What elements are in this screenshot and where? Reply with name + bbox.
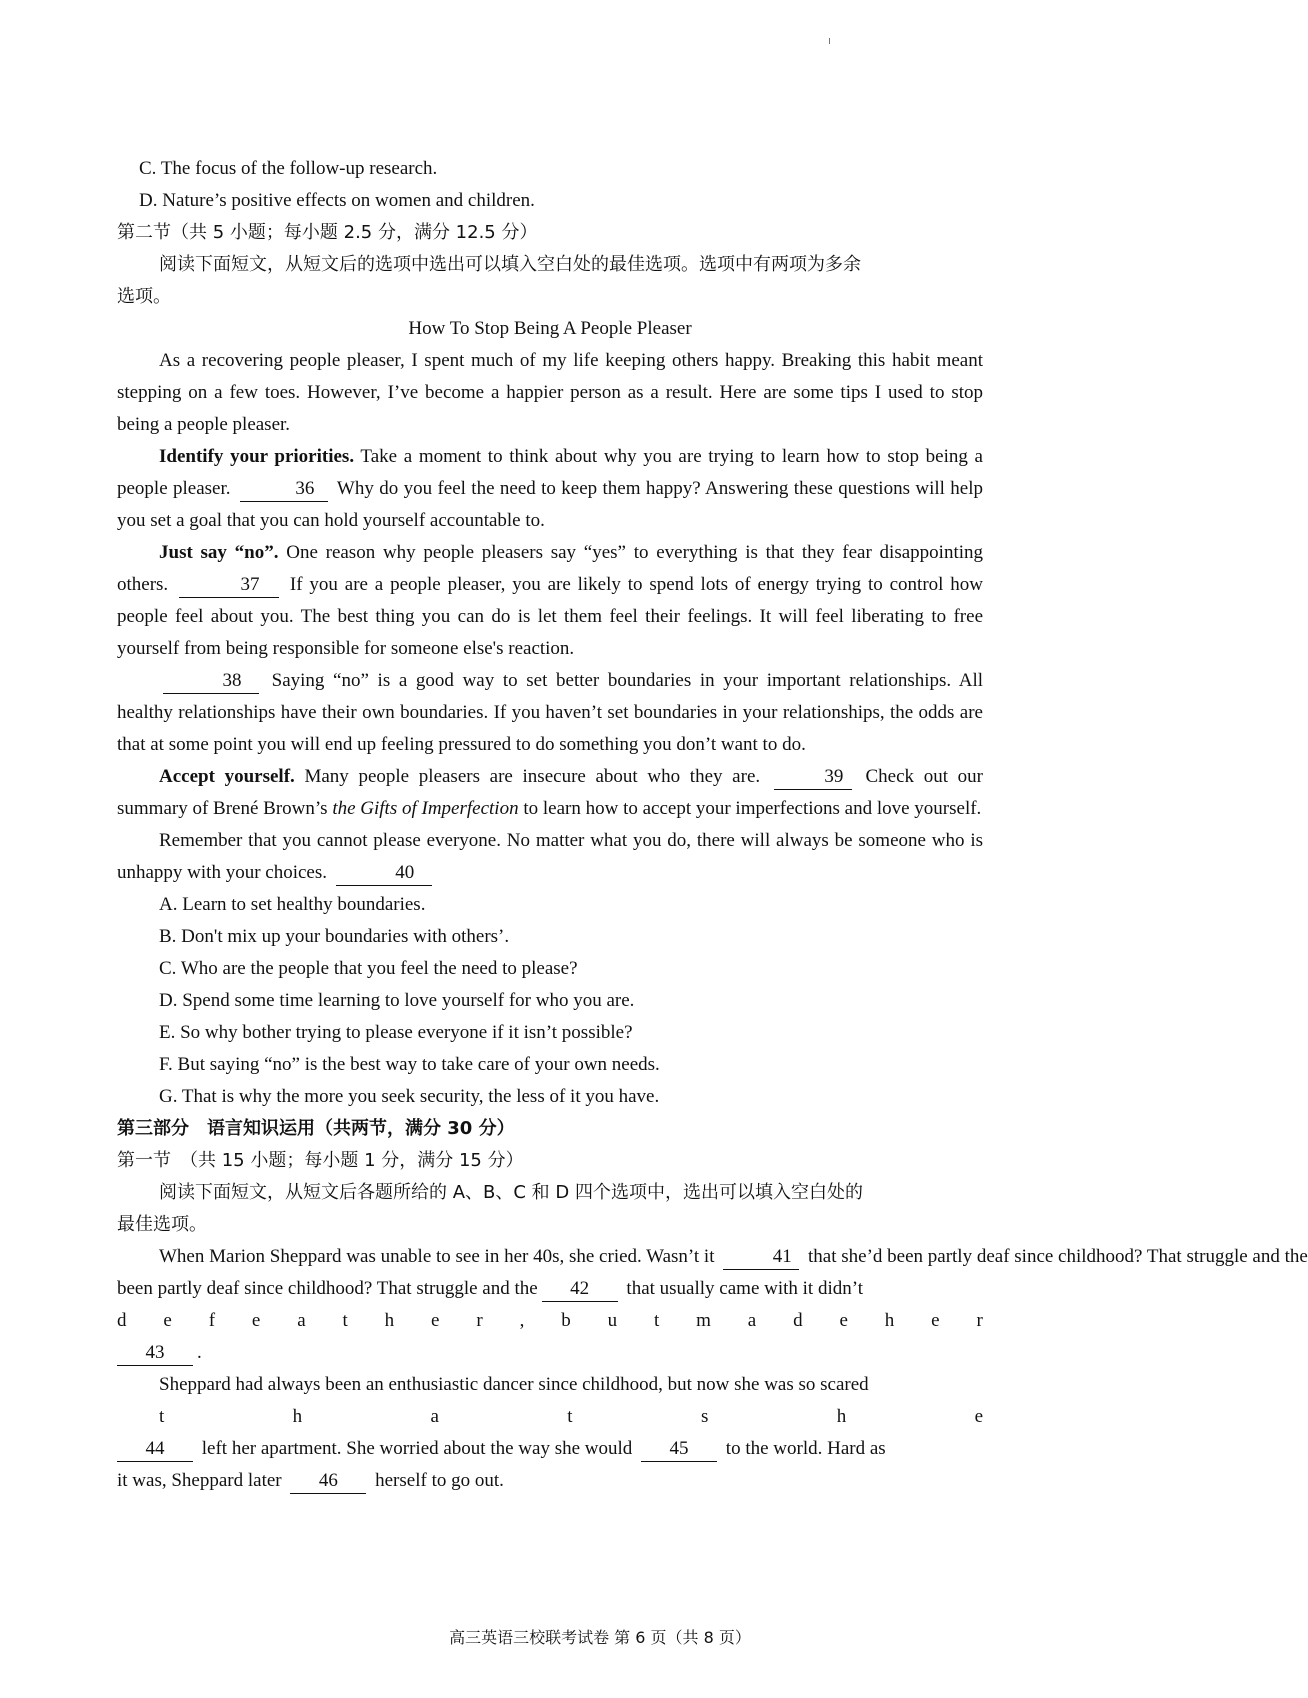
paragraph-say-no xyxy=(117,537,983,665)
spread-letter: h xyxy=(884,1310,895,1331)
prev-option-c: C. The focus of the follow-up research. xyxy=(139,158,438,179)
paragraph-text: to learn how to accept your imperfections and love yourself. xyxy=(518,798,982,819)
page-content xyxy=(117,153,1308,1497)
spread-letter: e xyxy=(931,1310,940,1331)
paragraph-text: Check out our summary of Brené Brown’s xyxy=(117,766,983,819)
blank-45: 45 xyxy=(641,1437,717,1462)
blank-43: 43 xyxy=(117,1341,193,1366)
spread-letter: r xyxy=(476,1310,483,1331)
spread-letter: h xyxy=(292,1406,303,1427)
paragraph-remember xyxy=(117,825,983,889)
option-b: B. Don't mix up your boundaries with others’. xyxy=(159,926,510,947)
part3-section1-header: 第一节 （共 15 小题；每小题 1 分，满分 15 分） xyxy=(117,1150,524,1171)
spread-letter: e xyxy=(839,1310,848,1331)
paragraph-text: to the world. Hard as xyxy=(721,1438,886,1459)
spread-letter: d xyxy=(117,1310,127,1331)
blank-36: 36 xyxy=(240,477,328,502)
part3-instruction: 阅读下面短文，从短文后各题所给的 A、B、C 和 D 四个选项中，选出可以填入空白处的 xyxy=(159,1182,863,1203)
paragraph-text: Many people pleasers are insecure about who they are. xyxy=(294,766,770,787)
spread-letter: e xyxy=(974,1406,983,1427)
option-g: G. That is why the more you seek security, the less of it you have. xyxy=(159,1086,660,1107)
spread-letter: a xyxy=(430,1406,439,1427)
spread-letter: b xyxy=(561,1310,571,1331)
spread-letter: h xyxy=(384,1310,395,1331)
paragraph-text: left her apartment. She worried about the way she would xyxy=(197,1438,638,1459)
blank-38: 38 xyxy=(163,669,259,694)
section2-header: 第二节（共 5 小题；每小题 2.5 分，满分 12.5 分） xyxy=(117,222,538,243)
spread-letter: t xyxy=(159,1406,165,1427)
spread-letter: e xyxy=(163,1310,172,1331)
blank-42: 42 xyxy=(542,1277,618,1302)
cloze-line-2 xyxy=(117,1273,983,1305)
cloze-line-4: Sheppard had always been an enthusiastic dancer since childhood, but now she was so scared xyxy=(159,1374,869,1395)
part3-instruction-cont: 最佳选项。 xyxy=(117,1214,207,1235)
blank-46: 46 xyxy=(290,1469,366,1494)
spread-letter: a xyxy=(297,1310,306,1331)
blank-44: 44 xyxy=(117,1437,193,1462)
spread-letter: m xyxy=(696,1310,711,1331)
option-d: D. Spend some time learning to love yourself for who you are. xyxy=(159,990,635,1011)
paragraph-text: Saying “no” is a good way to set better boundaries in your important relationships. All healthy relationships have their own boundaries. If you haven’t set boundaries in your relationships, the odds are that at some point you will end up feeling pressured to do something you don’t want to do. xyxy=(117,670,983,755)
spread-letter: s xyxy=(700,1406,709,1427)
book-title: the Gifts of Imperfection xyxy=(332,798,519,819)
blank-40: 40 xyxy=(336,861,432,886)
tip-heading: Just say “no”. xyxy=(159,542,279,563)
spread-letter: d xyxy=(793,1310,803,1331)
spread-letter: , xyxy=(519,1310,525,1331)
blank-41: 41 xyxy=(723,1245,799,1270)
section2-instruction: 阅读下面短文，从短文后的选项中选出可以填入空白处的最佳选项。选项中有两项为多余 xyxy=(159,254,861,275)
spread-letter: a xyxy=(747,1310,757,1331)
paragraph-text: that she’d been partly deaf since childhood? That struggle and the xyxy=(803,1246,1308,1267)
paragraph-text: One reason why people pleasers say “yes” to everything is that they fear disappointing others. xyxy=(117,542,983,595)
part3-header: 第三部分 语言知识运用（共两节，满分 30 分） xyxy=(117,1118,515,1139)
spread-letter: r xyxy=(976,1310,983,1331)
spread-letter: h xyxy=(836,1406,847,1427)
spread-letter: e xyxy=(251,1310,261,1331)
spread-letter: t xyxy=(653,1310,660,1331)
blank-39: 39 xyxy=(774,765,852,790)
paragraph-text: been partly deaf since childhood? That struggle and the xyxy=(117,1278,538,1299)
spread-letter: e xyxy=(431,1310,440,1331)
cloze-line-6 xyxy=(117,1465,983,1497)
prev-option-d: D. Nature’s positive effects on women and children. xyxy=(139,190,535,211)
cloze-line-3 xyxy=(117,1337,983,1369)
option-c: C. Who are the people that you feel the need to please? xyxy=(159,958,578,979)
scan-mark xyxy=(829,38,830,44)
paragraph-text: If you are a people pleaser, you are likely to spend lots of energy trying to control how people feel about you. The best thing you can do is let them feel their feelings. It will feel liberating to free yourself from being responsible for someone else's reaction. xyxy=(117,574,983,659)
option-e: E. So why bother trying to please everyone if it isn’t possible? xyxy=(159,1022,633,1043)
paragraph-intro: As a recovering people pleaser, I spent much of my life keeping others happy. Breaking this habit meant stepping on a few toes. However, I’ve become a happier person as a result. Here are some tips I used to stop being a people pleaser. xyxy=(117,350,983,435)
punctuation: . xyxy=(197,1342,202,1363)
spread-letter: t xyxy=(342,1310,348,1331)
spread-letter: u xyxy=(607,1310,618,1331)
paragraph-text: Why do you feel the need to keep them happy? Answering these questions will help you set a goal that you can hold yourself accountable to. xyxy=(117,478,983,531)
cloze-line-5 xyxy=(117,1433,983,1465)
paragraph-text: Remember that you cannot please everyone. No matter what you do, there will always be someone who is unhappy with your choices. xyxy=(117,830,983,883)
page-footer: 高三英语三校联考试卷 第 6 页（共 8 页） xyxy=(449,1628,751,1647)
cloze-spread-line-1 xyxy=(117,1305,983,1337)
passage-title: How To Stop Being A People Pleaser xyxy=(408,318,692,339)
paragraph-text: that usually came with it didn’t xyxy=(621,1278,864,1299)
paragraph-boundaries xyxy=(117,665,983,761)
paragraph-text: it was, Sheppard later xyxy=(117,1470,287,1491)
tip-heading: Accept yourself. xyxy=(159,766,295,787)
spread-letter: f xyxy=(208,1310,216,1331)
paragraph-text: herself to go out. xyxy=(370,1470,504,1491)
spread-letter: t xyxy=(567,1406,573,1427)
cloze-spread-line-2 xyxy=(117,1401,983,1433)
section2-instruction-cont: 选项。 xyxy=(117,286,171,307)
paragraph-priorities xyxy=(117,441,983,537)
option-f: F. But saying “no” is the best way to take care of your own needs. xyxy=(159,1054,660,1075)
paragraph-text: When Marion Sheppard was unable to see in her 40s, she cried. Wasn’t it xyxy=(159,1246,720,1267)
paragraph-accept xyxy=(117,761,983,825)
paragraph-text: Take a moment to think about why you are trying to learn how to stop being a people pleaser. xyxy=(117,446,983,499)
cloze-line-1 xyxy=(117,1241,1308,1273)
tip-heading: Identify your priorities. xyxy=(159,446,355,467)
option-a: A. Learn to set healthy boundaries. xyxy=(159,894,426,915)
blank-37: 37 xyxy=(179,573,279,598)
